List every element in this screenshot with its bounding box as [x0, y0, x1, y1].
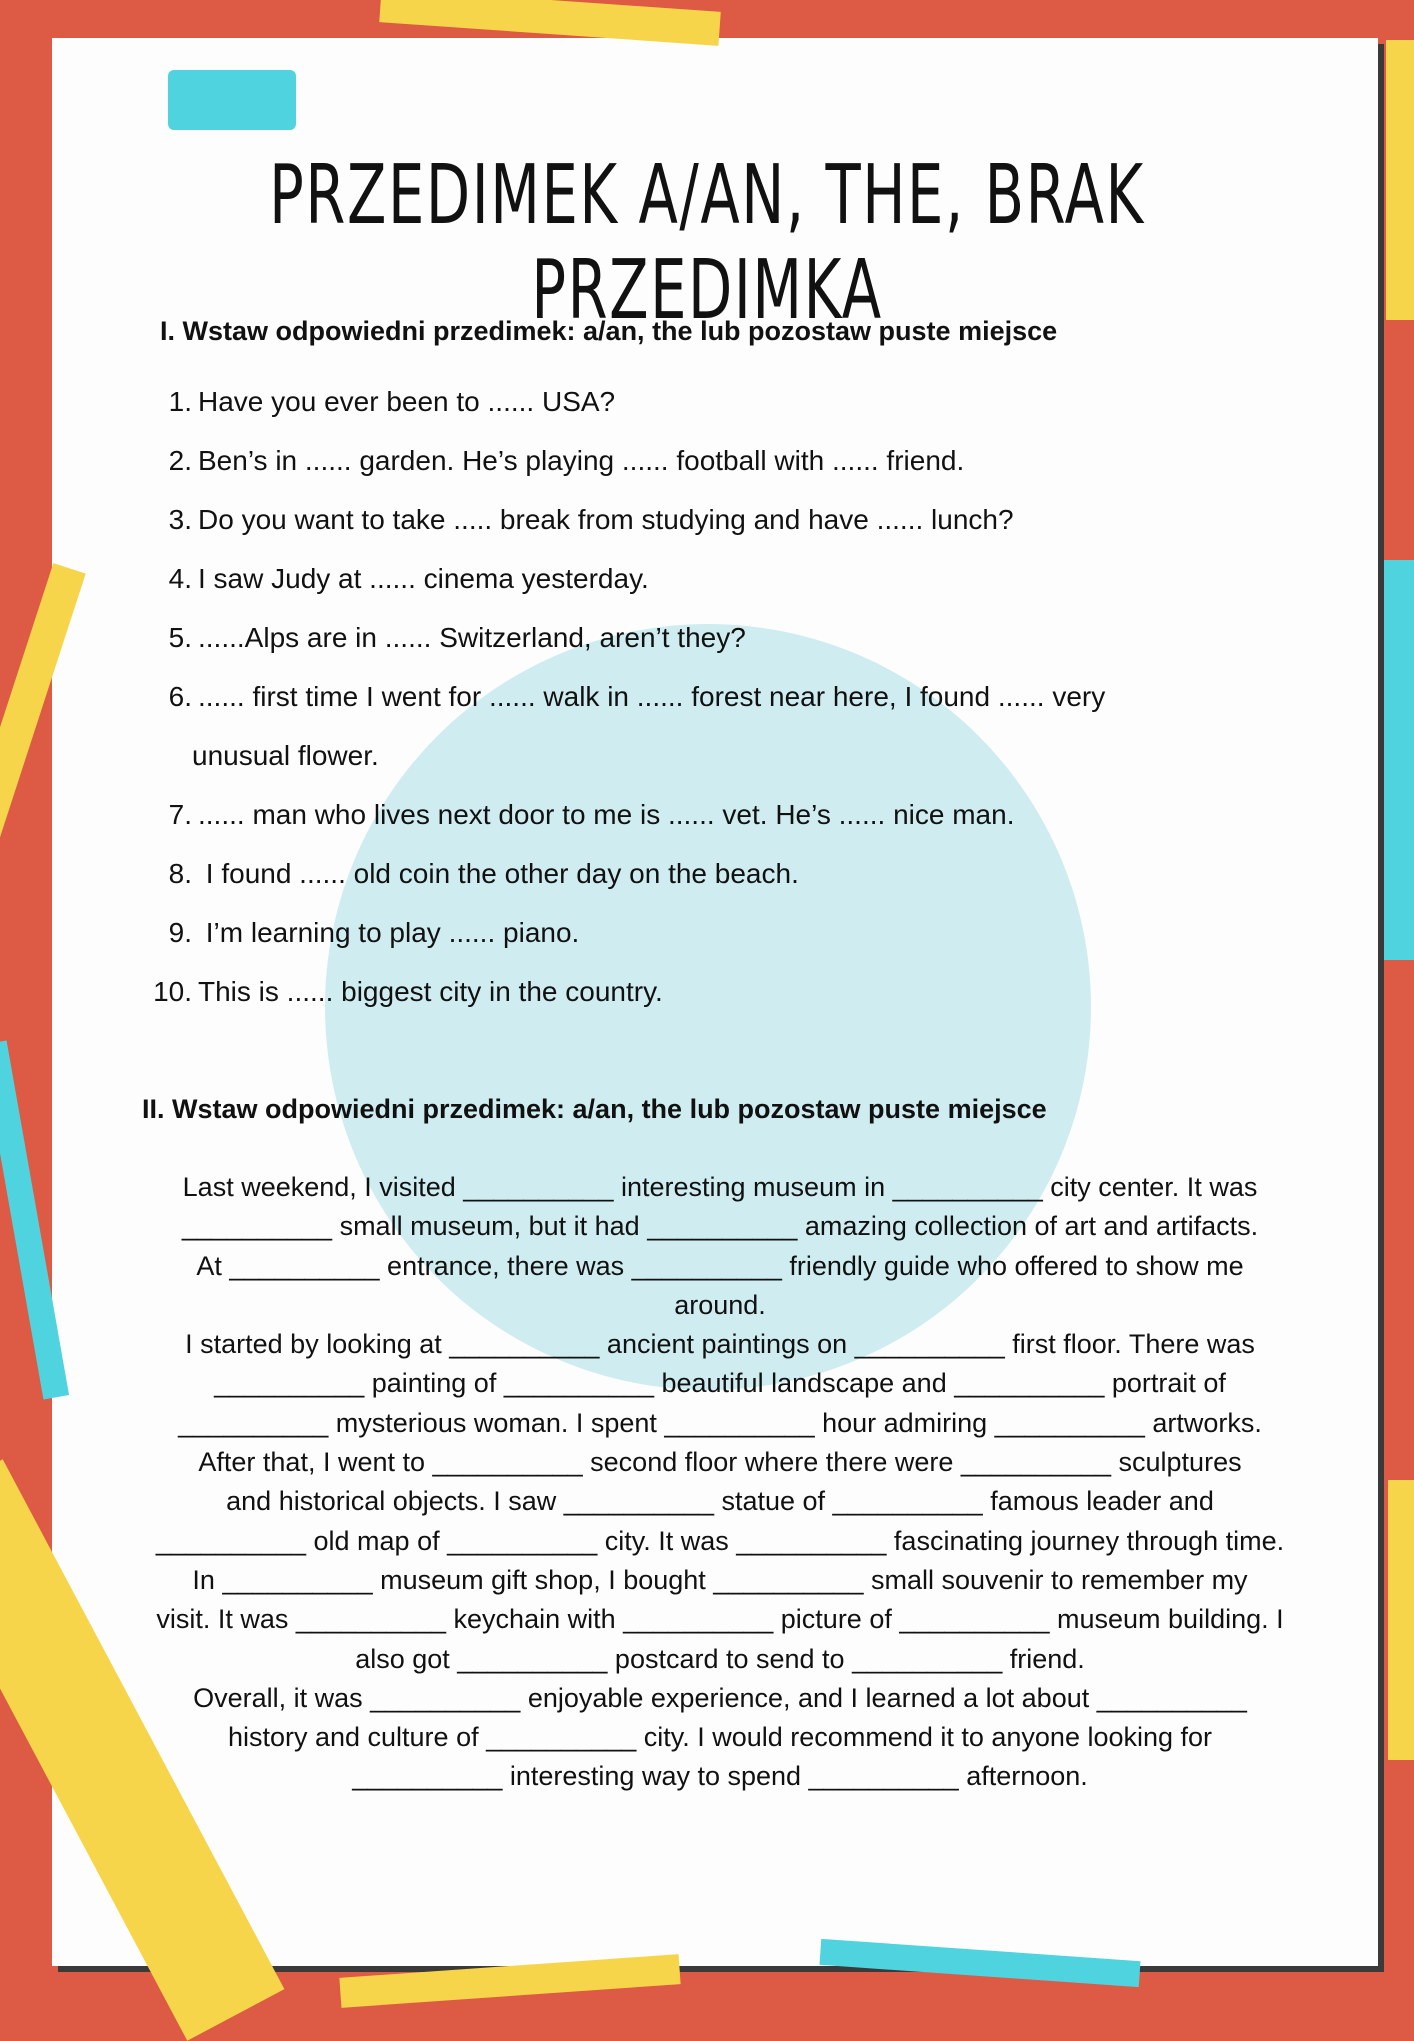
section1-list: [140, 372, 1320, 1021]
pencil-icon: [1386, 40, 1414, 320]
binder-clip-icon: [168, 70, 296, 130]
item-number: 7.: [168, 799, 192, 830]
item-number: 4.: [168, 563, 192, 594]
paragraph-line: I started by looking at __________ ancient paintings on __________ first floor. There was: [185, 1329, 1255, 1360]
item-number: 1.: [168, 386, 192, 417]
paragraph-line: history and culture of __________ city. I would recommend it to anyone looking for: [227, 1722, 1213, 1753]
paragraph-line: Last weekend, I visited __________ interesting museum in __________ city center. It was: [182, 1172, 1258, 1202]
list-item: [140, 903, 1320, 962]
list-item: [140, 431, 1320, 490]
paragraph-line: __________ mysterious woman. I spent __________ hour admiring __________ artworks.: [178, 1407, 1262, 1438]
section2-heading: II. Wstaw odpowiedni przedimek: a/an, the lub pozostaw puste miejsce: [142, 1094, 1047, 1124]
list-item: [140, 844, 1320, 903]
section2-paragraph: [130, 1168, 1310, 1797]
paragraph-line: also got __________ postcard to send to __________ friend.: [355, 1643, 1085, 1674]
item-text: I found ...... old coin the other day on the beach.: [198, 858, 799, 889]
list-item: [140, 785, 1320, 844]
paragraph-line: At __________ entrance, there was __________ friendly guide who offered to show me: [196, 1250, 1244, 1281]
item-text: This is ...... biggest city in the country.: [198, 976, 663, 1007]
item-number: 6.: [168, 681, 192, 712]
paragraph-line: __________ old map of __________ city. It was __________ fascinating journey through time.: [155, 1525, 1285, 1556]
list-item: [140, 962, 1320, 1021]
paragraph-line: Overall, it was __________ enjoyable experience, and I learned a lot about __________: [193, 1682, 1247, 1713]
list-item: [140, 490, 1320, 549]
item-number: 3.: [168, 504, 192, 535]
section1-heading: I. Wstaw odpowiedni przedimek: a/an, the lub pozostaw puste miejsce: [160, 316, 1058, 346]
list-item: [140, 549, 1320, 608]
item-text: ......Alps are in ...... Switzerland, aren’t they?: [198, 622, 746, 653]
list-item: [140, 667, 1320, 726]
item-text: I saw Judy at ...... cinema yesterday.: [198, 563, 649, 594]
paragraph-line: visit. It was __________ keychain with __________ picture of __________ museum building. I: [156, 1604, 1284, 1635]
item-number: 8.: [168, 858, 192, 889]
paragraph-line: around.: [674, 1289, 766, 1320]
item-number: 10.: [153, 976, 192, 1007]
paragraph-line: __________ interesting way to spend __________ afternoon.: [352, 1761, 1088, 1792]
item-text: Do you want to take ..... break from studying and have ...... lunch?: [198, 504, 1014, 535]
list-item: [140, 372, 1320, 431]
list-item: [140, 608, 1320, 667]
item-text: Have you ever been to ...... USA?: [198, 386, 616, 417]
item-number: 5.: [168, 622, 192, 653]
pencil-icon: [1388, 1480, 1414, 1760]
paragraph-line: __________ painting of __________ beautiful landscape and __________ portrait of: [214, 1368, 1226, 1399]
item-text: Ben’s in ...... garden. He’s playing ...... football with ...... friend.: [198, 445, 965, 476]
item-continuation: unusual flower.: [192, 740, 379, 771]
paragraph-line: and historical objects. I saw __________ statue of __________ famous leader and: [226, 1486, 1214, 1517]
item-text: ...... man who lives next door to me is ...... vet. He’s ...... nice man.: [198, 799, 1015, 830]
pencil-icon: [1384, 560, 1414, 960]
item-text: I’m learning to play ...... piano.: [198, 917, 580, 948]
item-number: 9.: [168, 917, 192, 948]
page-title: PRZEDIMEK A/AN, THE, BRAK PRZEDIMKA: [269, 148, 1145, 338]
item-text: ...... first time I went for ...... walk in ...... forest near here, I found ...... very: [198, 681, 1106, 712]
paragraph-line: In __________ museum gift shop, I bought __________ small souvenir to remember my: [192, 1564, 1248, 1595]
item-number: 2.: [168, 445, 192, 476]
paragraph-line: __________ small museum, but it had __________ amazing collection of art and artifacts.: [181, 1211, 1259, 1242]
paragraph-line: After that, I went to __________ second floor where there were __________ sculptures: [198, 1447, 1242, 1478]
